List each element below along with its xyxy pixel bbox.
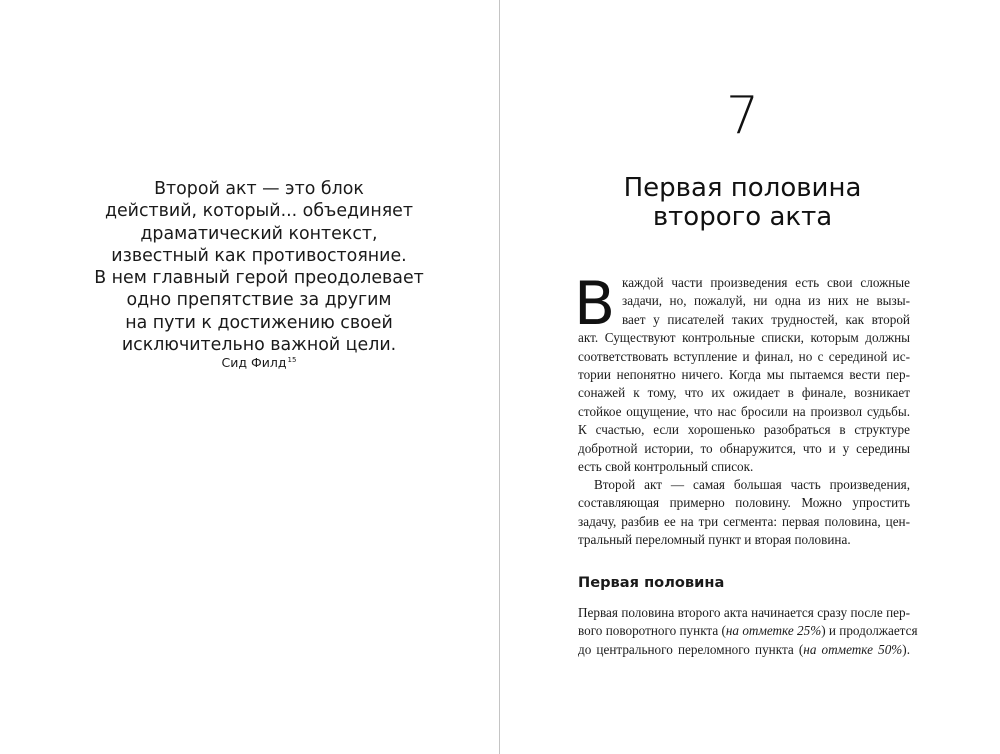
text-line: акт. Существуют контрольные списки, которым должны xyxy=(578,330,910,346)
epigraph-line: на пути к достижению своей xyxy=(125,312,393,333)
text-line xyxy=(578,622,918,640)
text-line: К счастью, если хорошенько разобраться в структуре xyxy=(578,422,910,438)
text-line: сонажей к тому, что их ожидает в финале, возникает xyxy=(578,385,910,401)
epigraph-line: В нем главный герой преодолевает xyxy=(94,268,424,289)
epigraph-line: Второй акт — это блок xyxy=(154,179,364,199)
epigraph-line: драматический контекст, xyxy=(140,223,378,244)
text-segment: вого поворотного пункта ( xyxy=(578,623,726,639)
right-page xyxy=(500,0,1000,754)
text-line: тральный переломный пункт и вторая половина. xyxy=(578,532,851,548)
left-page xyxy=(0,0,499,754)
paragraph-first-half xyxy=(578,604,918,659)
text-line: есть свой контрольный список. xyxy=(578,459,754,475)
text-line: задачи, но, пожалуй, ни одна из них не вызы- xyxy=(622,293,910,309)
epigraph-line: действий, который... объединяет xyxy=(104,201,414,222)
chapter-title xyxy=(500,174,985,232)
text-segment: ) и продолжается xyxy=(821,623,918,639)
footnote-reference[interactable]: 15 xyxy=(287,356,297,364)
text-line: стойкое ощущение, что нас бросили на произвол судьбы. xyxy=(578,403,910,419)
chapter-title-line: Первая половина xyxy=(623,173,862,203)
text-line: вает у писателей таких трудностей, как второй xyxy=(622,311,910,327)
text-line: задачу, разбив ее на три сегмента: первая половина, цен- xyxy=(578,513,910,529)
paragraph-intro xyxy=(578,274,910,476)
section-heading: Первая половина xyxy=(578,574,725,591)
drop-cap: В xyxy=(574,269,616,339)
paragraph-second-act xyxy=(578,476,910,550)
epigraph-line: исключительно важной цели. xyxy=(121,335,397,356)
text-line: тории непонятно ничего. Когда мы пытаемся вести пер- xyxy=(578,367,910,383)
text-line: Первая половина второго акта начинается сразу после пер- xyxy=(578,605,910,620)
epigraph-line: одно препятствие за другим xyxy=(126,290,392,311)
text-line: Второй акт — самая большая часть произведения, xyxy=(594,477,910,492)
text-line: соответствовать вступление и финал, но с серединой ис- xyxy=(578,348,910,364)
chapter-title-line: второго акта xyxy=(652,202,833,232)
text-segment: ). xyxy=(902,641,910,657)
emphasis-text: на отметке 50% xyxy=(803,641,903,657)
attribution-author: Сид Филд xyxy=(221,355,287,370)
text-line: составляющая примерно половину. Можно упростить xyxy=(578,495,910,511)
emphasis-text: на отметке 25% xyxy=(725,623,822,639)
epigraph-attribution xyxy=(60,355,458,370)
text-line: каждой части произведения есть свои сложные xyxy=(622,275,910,290)
text-line: добротной истории, то обнаружится, что и у середины xyxy=(578,440,910,456)
epigraph xyxy=(60,178,458,356)
epigraph-line: известный как противостояние. xyxy=(111,245,407,266)
chapter-number: 7 xyxy=(725,86,760,146)
text-line xyxy=(578,641,910,659)
text-segment: до центрального переломного пункта ( xyxy=(578,641,804,657)
